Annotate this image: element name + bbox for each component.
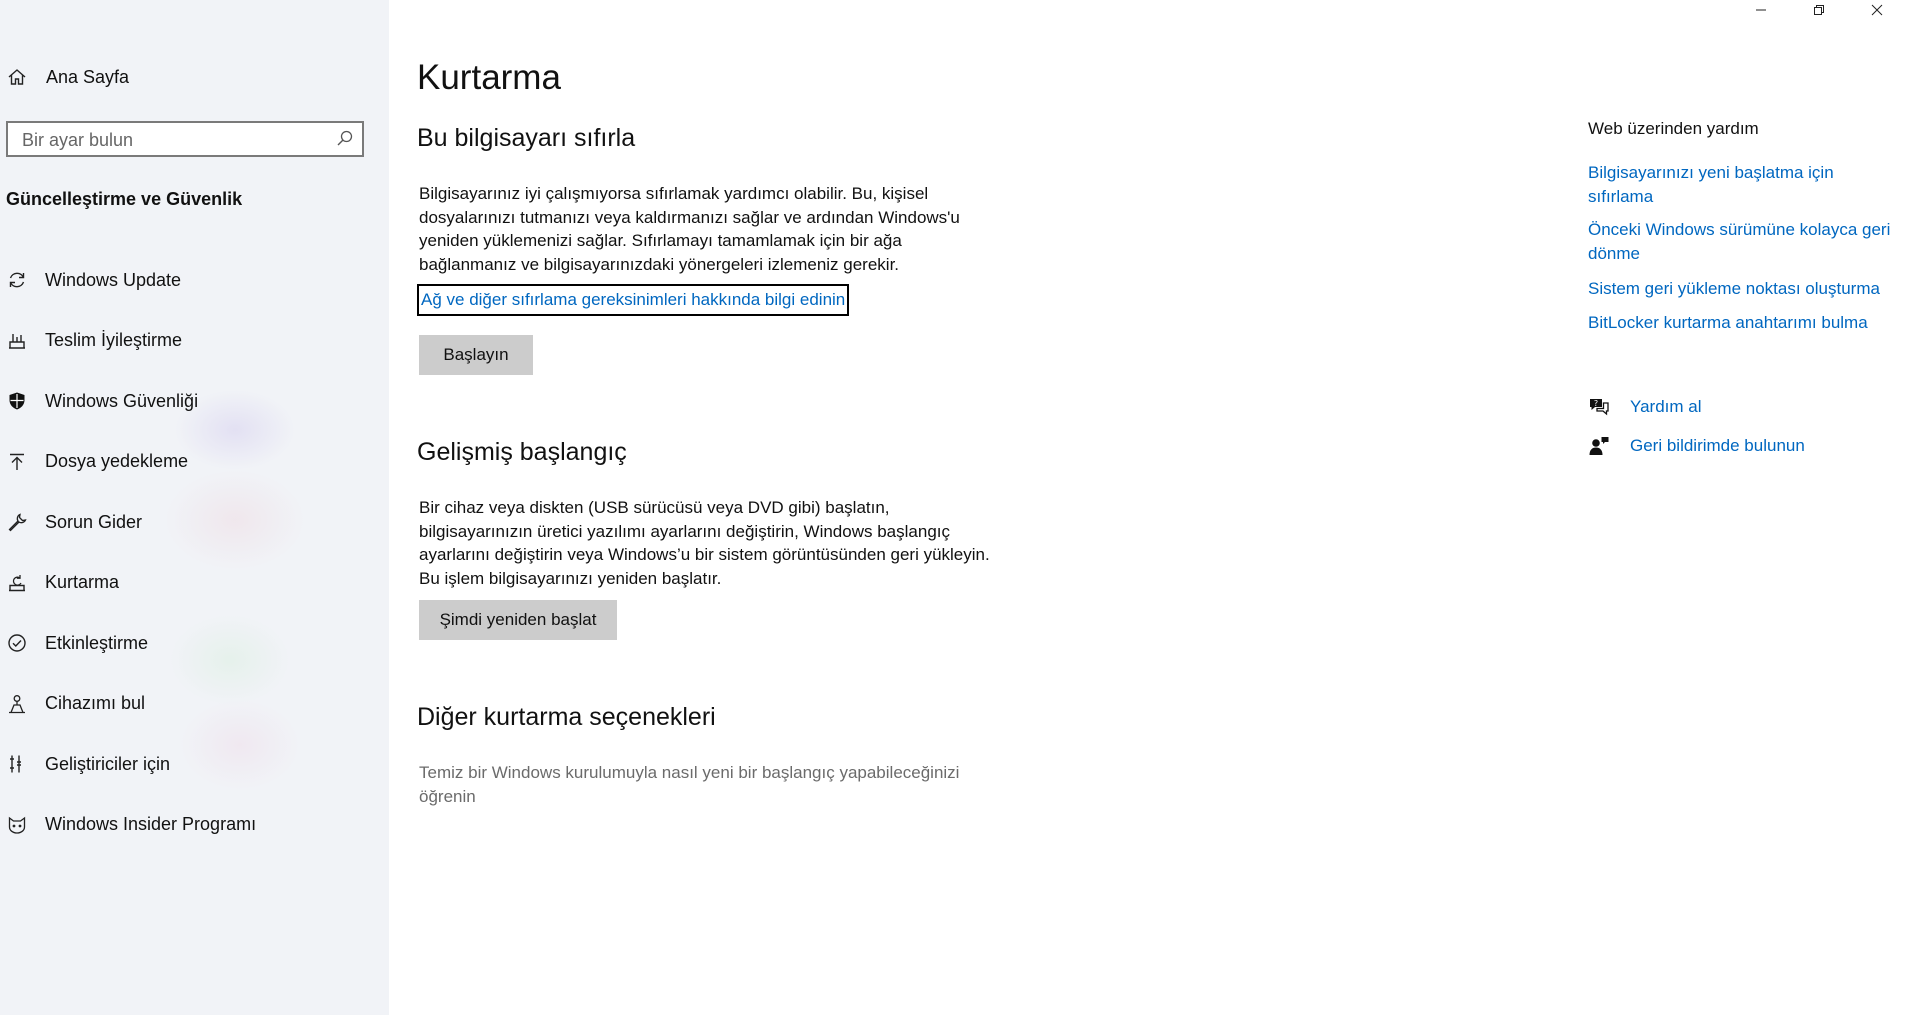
search-box [6,121,364,157]
sidebar-item-windows-insider[interactable] [0,795,389,856]
sidebar-item-windows-update[interactable] [0,250,389,311]
help-link-go-back[interactable]: Önceki Windows sürümüne kolayca geri dönme [1588,220,1891,263]
reset-description: Bilgisayarınız iyi çalışmıyorsa sıfırlamak yardımcı olabilir. Bu, kişisel dosyalarınızı tutmanızı veya kaldırmanızı sağlar ve ardından Windows'u yeniden yüklemenizi sağlar. Sıfırlamayı tamamlamak için bir ağa bağlanmanız ve bilgisayarınızdaki yönergeleri izlemeniz gerekir. [419,184,960,274]
minimize-icon [1755,4,1767,16]
recovery-icon [6,572,28,594]
web-help-title: Web üzerinden yardım [1588,119,1759,138]
sidebar-item-label: Cihazımı bul [45,693,146,714]
sidebar-item-label: Windows Insider Programı [45,814,257,835]
delivery-icon [6,330,28,352]
shield-icon [6,390,28,412]
reset-requirements-link[interactable]: Ağ ve diğer sıfırlama gereksinimleri hakkında bilgi edinin [417,284,849,316]
other-options-link[interactable]: Temiz bir Windows kurulumuyla nasıl yeni bir başlangıç yapabileceğinizi öğrenin [419,763,960,806]
other-options-heading: Diğer kurtarma seçenekleri [417,703,716,731]
refresh-icon [6,269,28,291]
developer-icon [6,753,28,775]
close-icon [1871,4,1883,16]
sidebar-item-label: Teslim İyileştirme [45,330,183,351]
minimize-button[interactable] [1732,0,1790,20]
sidebar-item-label: Dosya yedekleme [45,451,189,472]
help-link-restore-point[interactable]: Sistem geri yükleme noktası oluşturma [1588,279,1880,298]
sidebar [0,0,389,1015]
backup-icon [6,451,28,473]
search-input[interactable] [8,123,344,157]
sidebar-item-for-developers[interactable] [0,734,389,795]
restore-icon [1813,4,1825,16]
sidebar-item-troubleshoot[interactable] [0,492,389,553]
sidebar-item-label: Kurtarma [45,572,120,593]
advanced-startup-heading: Gelişmiş başlangıç [417,438,627,466]
svg-text:?: ? [1593,399,1599,408]
advanced-startup-description: Bir cihaz veya diskten (USB sürücüsü veya DVD gibi) başlatın, bilgisayarınızın üretici yazılımı ayarlarını değiştirin, Windows başlangıç ayarlarını değiştirin veya Windows’u bir sistem görüntüsünden geri yükleyin. Bu işlem bilgisayarınızı yeniden başlatır. [419,498,990,588]
sidebar-section-title: Güncelleştirme ve Güvenlik [6,189,243,209]
feedback-icon [1588,435,1610,457]
get-started-button[interactable]: Başlayın [419,335,533,375]
sidebar-nav [0,250,389,855]
home-icon [6,66,28,88]
restore-button[interactable] [1790,0,1848,20]
check-circle-icon [6,632,28,654]
help-link-reset-pc[interactable]: Bilgisayarınızı yeni başlatma için sıfırlama [1588,163,1834,206]
sidebar-item-recovery[interactable] [0,553,389,614]
help-link-bitlocker[interactable]: BitLocker kurtarma anahtarımı bulma [1588,313,1868,332]
home-label: Ana Sayfa [46,66,130,87]
insider-icon [6,814,28,836]
window-controls [1732,0,1906,20]
feedback-label: Geri bildirimde bulunun [1630,436,1805,455]
sidebar-item-label: Windows Güvenliği [45,390,199,411]
help-chat-icon [1588,396,1610,418]
sidebar-item-windows-security[interactable] [0,371,389,432]
sidebar-item-activation[interactable] [0,613,389,674]
sidebar-item-delivery-optimization[interactable] [0,311,389,372]
sidebar-item-label: Geliştiriciler için [45,753,171,774]
restart-now-button[interactable]: Şimdi yeniden başlat [419,600,617,640]
sidebar-item-find-my-device[interactable] [0,674,389,735]
wrench-icon [6,511,28,533]
get-help-label: Yardım al [1630,397,1702,416]
close-button[interactable] [1848,0,1906,20]
reset-heading: Bu bilgisayarı sıfırla [417,124,636,152]
feedback-link[interactable] [1588,435,1805,457]
page-title: Kurtarma [417,58,561,97]
search-icon[interactable] [336,129,354,152]
get-help-link[interactable] [1588,396,1702,418]
find-device-icon [6,693,28,715]
sidebar-item-file-backup[interactable] [0,432,389,493]
sidebar-item-label: Sorun Gider [45,511,143,532]
sidebar-item-label: Etkinleştirme [45,632,149,653]
sidebar-item-label: Windows Update [45,269,182,290]
sidebar-home[interactable] [6,66,129,88]
